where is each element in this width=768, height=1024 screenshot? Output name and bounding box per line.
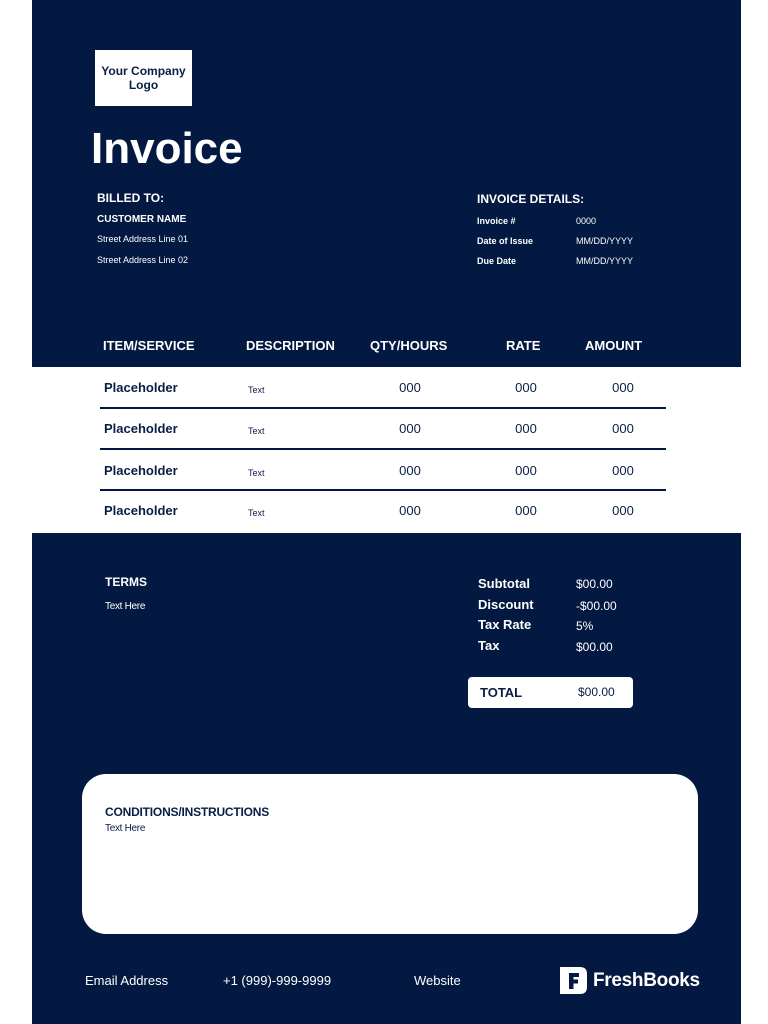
row-2-description: Text: [248, 426, 265, 436]
row-divider: [100, 407, 666, 409]
row-2-amount: 000: [612, 421, 634, 436]
column-header-amount: AMOUNT: [585, 338, 643, 353]
row-3-description: Text: [248, 468, 265, 478]
due-date-value: MM/DD/YYYY: [576, 256, 634, 266]
row-1-item: Placeholder: [104, 380, 178, 395]
row-3-qty: 000: [399, 463, 421, 478]
footer-phone[interactable]: +1 (999)-999-9999: [223, 973, 332, 988]
street-address-line-1: Street Address Line 01: [97, 234, 189, 244]
company-logo: [95, 50, 192, 106]
tax-rate-value: 5%: [576, 619, 594, 633]
row-4-description: Text: [248, 508, 265, 518]
conditions-box: [82, 774, 698, 934]
street-address-line-2: Street Address Line 02: [97, 255, 189, 265]
date-of-issue-value: MM/DD/YYYY: [576, 236, 634, 246]
column-header-description: DESCRIPTION: [246, 338, 335, 353]
date-of-issue-label: Date of Issue: [477, 236, 534, 246]
footer-email[interactable]: Email Address: [85, 973, 169, 988]
column-header-rate: RATE: [506, 338, 541, 353]
customer-name: CUSTOMER NAME: [97, 214, 187, 225]
total-value: $00.00: [578, 685, 615, 699]
terms-heading: TERMS: [105, 575, 147, 589]
total-label: TOTAL: [480, 685, 523, 700]
row-3-rate: 000: [515, 463, 537, 478]
logo-text: Your Company Logo: [101, 64, 186, 92]
row-3-item: Placeholder: [104, 463, 178, 478]
row-1-rate: 000: [515, 380, 537, 395]
tax-value: $00.00: [576, 640, 613, 654]
row-divider: [100, 489, 666, 491]
footer-website[interactable]: Website: [414, 973, 461, 988]
row-4-rate: 000: [515, 503, 537, 518]
invoice-page: [32, 0, 741, 1024]
column-header-item: ITEM/SERVICE: [103, 338, 195, 353]
row-divider: [100, 448, 666, 450]
column-header-qty: QTY/HOURS: [370, 338, 448, 353]
subtotal-label: Subtotal: [478, 576, 530, 591]
row-1-qty: 000: [399, 380, 421, 395]
row-1-description: Text: [248, 385, 265, 395]
due-date-label: Due Date: [477, 256, 517, 266]
terms-text: Text Here: [105, 601, 146, 612]
row-4-amount: 000: [612, 503, 634, 518]
freshbooks-wordmark: FreshBooks: [593, 970, 700, 991]
freshbooks-logo-icon: [560, 967, 587, 994]
conditions-heading: CONDITIONS/INSTRUCTIONS: [105, 805, 270, 819]
discount-label: Discount: [478, 597, 534, 612]
invoice-number-value: 0000: [576, 216, 597, 226]
conditions-text: Text Here: [105, 823, 146, 834]
row-1-amount: 000: [612, 380, 634, 395]
row-2-rate: 000: [515, 421, 537, 436]
invoice-title: Invoice: [91, 124, 243, 173]
row-4-qty: 000: [399, 503, 421, 518]
items-table: [32, 367, 741, 533]
row-2-qty: 000: [399, 421, 421, 436]
discount-value: -$00.00: [576, 599, 617, 613]
row-4-item: Placeholder: [104, 503, 178, 518]
invoice-number-label: Invoice #: [477, 216, 516, 226]
tax-rate-label: Tax Rate: [478, 617, 532, 632]
tax-label: Tax: [478, 638, 500, 653]
row-3-amount: 000: [612, 463, 634, 478]
invoice-details-heading: INVOICE DETAILS:: [477, 192, 585, 206]
subtotal-value: $00.00: [576, 577, 613, 591]
billed-to-heading: BILLED TO:: [97, 191, 165, 205]
total-box: [468, 677, 633, 708]
row-2-item: Placeholder: [104, 421, 178, 436]
